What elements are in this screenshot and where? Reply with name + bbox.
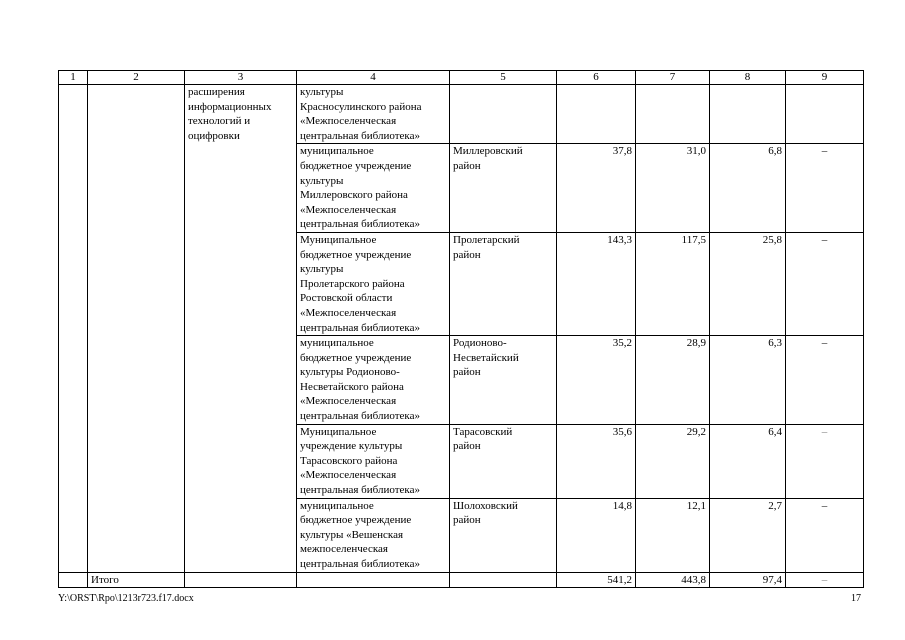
column-header: 7	[636, 71, 710, 85]
local-cell: 97,4	[710, 572, 786, 588]
district-cell: Миллеровский район	[450, 144, 557, 233]
column-header: 5	[450, 71, 557, 85]
total-cell: 541,2	[557, 572, 636, 588]
column-header: 2	[88, 71, 185, 85]
institution-cell: Муниципальное учреждение культуры Тарасовского района «Межпоселенческая центральная библиотека»	[297, 424, 450, 498]
column-header: 9	[786, 71, 864, 85]
footer-page-number: 17	[851, 593, 861, 604]
district-cell	[450, 572, 557, 588]
institution-cell: муниципальное бюджетное учреждение культуры Родионово- Несветайского района «Межпоселенческая центральная библиотека»	[297, 336, 450, 425]
regional-cell: 117,5	[636, 232, 710, 335]
regional-cell: 29,2	[636, 424, 710, 498]
total-cell: 37,8	[557, 144, 636, 233]
header-row	[59, 71, 864, 85]
local-cell: 6,4	[710, 424, 786, 498]
total-cell	[557, 85, 636, 144]
total-cell: 35,2	[557, 336, 636, 425]
total-cell: 35,6	[557, 424, 636, 498]
regional-cell	[636, 85, 710, 144]
other-cell: –	[786, 144, 864, 233]
other-cell: –	[786, 336, 864, 425]
regional-cell: 12,1	[636, 498, 710, 572]
column-header: 6	[557, 71, 636, 85]
local-cell: 25,8	[710, 232, 786, 335]
row-number-cell	[59, 572, 88, 588]
total-label: Итого	[88, 572, 185, 588]
local-cell: 2,7	[710, 498, 786, 572]
other-cell	[786, 85, 864, 144]
other-cell: –	[786, 424, 864, 498]
institution-cell: муниципальное бюджетное учреждение культуры «Вешенская межпоселенческая центральная библиотека»	[297, 498, 450, 572]
other-cell: –	[786, 232, 864, 335]
regional-cell: 443,8	[636, 572, 710, 588]
total-cell: 14,8	[557, 498, 636, 572]
other-cell: –	[786, 498, 864, 572]
other-cell: –	[786, 572, 864, 588]
institution-cell	[297, 572, 450, 588]
purpose-cell: расширения информационных технологий и оцифровки	[185, 85, 297, 573]
regional-cell: 28,9	[636, 336, 710, 425]
total-row	[59, 572, 864, 588]
district-cell: Шолоховский район	[450, 498, 557, 572]
district-cell: Пролетарский район	[450, 232, 557, 335]
column-header: 3	[185, 71, 297, 85]
footer-file-path: Y:\ORST\Rpo\1213r723.f17.docx	[58, 593, 194, 604]
purpose-cell	[185, 572, 297, 588]
institution-cell: культуры Красносулинского района «Межпоселенческая центральная библиотека»	[297, 85, 450, 144]
institution-cell: муниципальное бюджетное учреждение культуры Миллеровского района «Межпоселенческая центральная библиотека»	[297, 144, 450, 233]
column-header: 4	[297, 71, 450, 85]
district-cell: Родионово- Несветайский район	[450, 336, 557, 425]
budget-table	[58, 70, 864, 588]
column-header: 1	[59, 71, 88, 85]
regional-cell: 31,0	[636, 144, 710, 233]
institution-cell: Муниципальное бюджетное учреждение культуры Пролетарского района Ростовской области «Межпоселенческая центральная библиотека»	[297, 232, 450, 335]
local-cell: 6,3	[710, 336, 786, 425]
district-cell: Тарасовский район	[450, 424, 557, 498]
total-cell: 143,3	[557, 232, 636, 335]
column-header: 8	[710, 71, 786, 85]
program-cell	[88, 85, 185, 573]
row-number-cell	[59, 85, 88, 573]
local-cell: 6,8	[710, 144, 786, 233]
district-cell	[450, 85, 557, 144]
local-cell	[710, 85, 786, 144]
table-row	[59, 85, 864, 144]
